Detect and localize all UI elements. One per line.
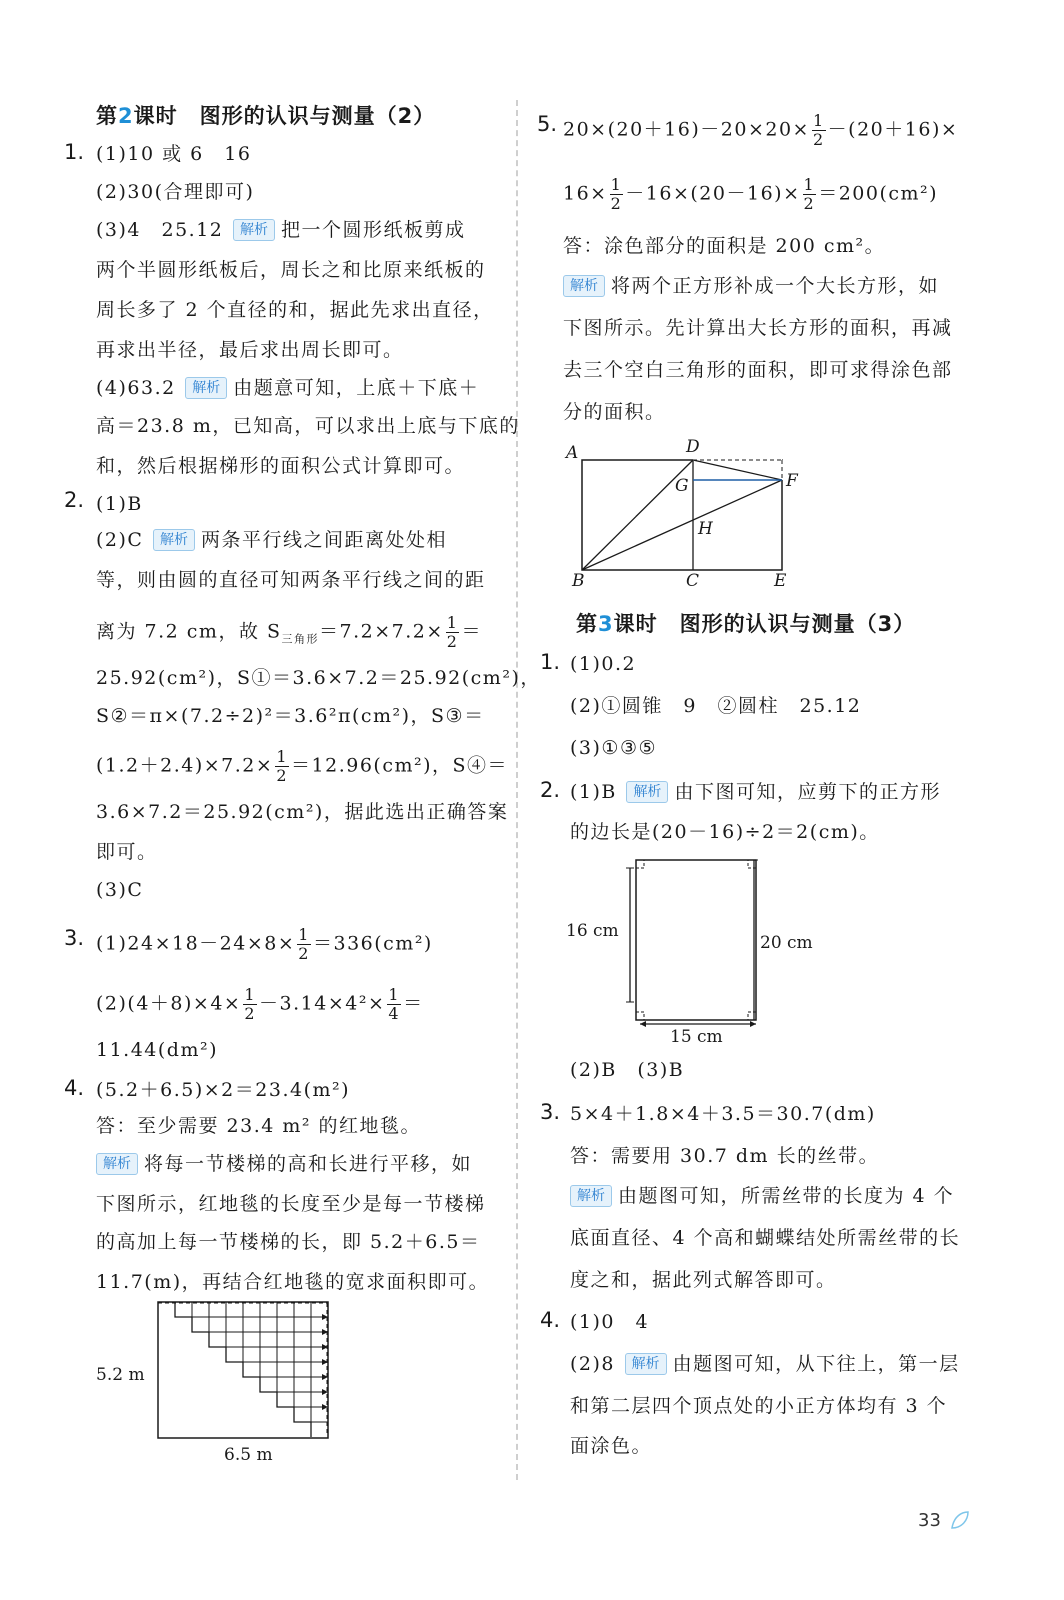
question-number: 3. xyxy=(64,926,85,950)
answer-line: 即可。 xyxy=(96,841,158,863)
analysis-tag: 解析 xyxy=(570,1185,612,1207)
lesson-3-title: 第3课时 图形的认识与测量（3） xyxy=(576,612,916,636)
question-number: 1. xyxy=(540,650,561,674)
answer-line: (2)30(合理即可) xyxy=(96,181,255,203)
answer-line: 解析 由题图可知，所需丝带的长度为 4 个 xyxy=(570,1182,954,1210)
question-number: 4. xyxy=(64,1076,85,1100)
question-number: 3. xyxy=(540,1100,561,1124)
question-number: 2. xyxy=(540,778,561,802)
column-divider xyxy=(516,100,518,1480)
answer-line: 的边长是(20－16)÷2＝2(cm)。 xyxy=(570,821,880,843)
answer-line: 等，则由圆的直径可知两条平行线之间的距 xyxy=(96,569,486,591)
answer-line: 和第二层四个顶点处的小正方体均有 3 个 xyxy=(570,1395,948,1417)
answer-line: 25.92(cm²)，S①＝3.6×7.2＝25.92(cm²)， xyxy=(96,667,541,689)
answer-line: 高＝23.8 m，已知高，可以求出上底与下底的 xyxy=(96,415,520,437)
fraction-half: $\frac{1}{2}$ xyxy=(812,111,825,149)
question-number: 5. xyxy=(537,112,558,136)
question-number: 2. xyxy=(64,488,85,512)
answer-line: (1)B 解析 由下图可知，应剪下的正方形 xyxy=(570,781,941,803)
answer-line: (2)(4＋8)×4× $\frac{1}{2}$ －3.14×4²× $\frac{1}{4}$ ＝ xyxy=(96,985,424,1023)
rectangle-figure xyxy=(560,436,820,596)
fraction-half: $\frac{1}{2}$ xyxy=(244,985,257,1023)
point-g-label: G xyxy=(675,476,689,496)
answer-line: 去三个空白三角形的面积，即可求得涂色部 xyxy=(563,359,953,381)
answer-line: (2)B (3)B xyxy=(570,1059,685,1081)
answer-line: 16× $\frac{1}{2}$ －16×(20－16)× $\frac{1}{2}$ ＝200(cm²) xyxy=(563,175,939,213)
point-e-label: E xyxy=(774,571,787,591)
analysis-tag: 解析 xyxy=(233,219,275,241)
answer-line: (1)24×18－24×8× $\frac{1}{2}$ ＝336(cm²) xyxy=(96,925,433,963)
answer-line: 的高加上每一节楼梯的长，即 5.2＋6.5＝ xyxy=(96,1231,481,1253)
fig-20cm-label: 20 cm xyxy=(760,933,813,953)
point-c-label: C xyxy=(686,571,700,591)
point-b-label: B xyxy=(572,571,585,591)
point-f-label: F xyxy=(786,471,798,491)
answer-line: (2)8 解析 由题图可知，从下往上，第一层 xyxy=(570,1353,960,1375)
analysis-tag: 解析 xyxy=(96,1153,138,1175)
answer-line: (5.2＋6.5)×2＝23.4(m²) xyxy=(96,1079,351,1101)
answer-line: 度之和，据此列式解答即可。 xyxy=(570,1269,837,1291)
answer-line: (1)0.2 xyxy=(570,653,637,675)
answer-line: (2)①圆锥 9 ②圆柱 25.12 xyxy=(570,695,862,717)
leaf-icon xyxy=(948,1508,972,1532)
staircase-figure xyxy=(90,1300,350,1470)
answer-line: S②＝π×(7.2÷2)²＝3.6²π(cm²)，S③＝ xyxy=(96,705,485,727)
fig-16cm-label: 16 cm xyxy=(566,921,619,941)
answer-line: 解析 将每一节楼梯的高和长进行平移，如 xyxy=(96,1150,472,1178)
question-number: 1. xyxy=(64,140,85,164)
answer-line: (1)10 或 6 16 xyxy=(96,143,252,165)
fraction-half: $\frac{1}{2}$ xyxy=(610,175,623,213)
answer-line: (1.2＋2.4)×7.2× $\frac{1}{2}$ ＝12.96(cm²)，S④＝ xyxy=(96,747,509,785)
answer-line: 下图所示。先计算出大长方形的面积，再减 xyxy=(563,317,953,339)
answer-line: 面涂色。 xyxy=(570,1435,653,1457)
analysis-tag: 解析 xyxy=(185,377,227,399)
analysis-tag: 解析 xyxy=(153,529,195,551)
question-number: 4. xyxy=(540,1308,561,1332)
answer-line: 答：涂色部分的面积是 200 cm²。 xyxy=(563,235,886,257)
fig-15cm-label: 15 cm xyxy=(670,1027,723,1047)
analysis-tag: 解析 xyxy=(625,1353,667,1375)
answer-line: 5×4＋1.8×4＋3.5＝30.7(dm) xyxy=(570,1103,876,1125)
answer-line: 3.6×7.2＝25.92(cm²)，据此选出正确答案 xyxy=(96,801,509,823)
answer-line: 离为 7.2 cm，故 $S_{三角形}=7.2\times 7.2\times$ $\frac{1}{2}$ ＝ xyxy=(96,613,482,651)
answer-line: (3)4 25.12 解析 把一个圆形纸板剪成 xyxy=(96,219,466,241)
answer-line: 再求出半径，最后求出周长即可。 xyxy=(96,339,404,361)
paper-cut-figure xyxy=(560,852,813,1048)
answer-line: 20×(20＋16)－20×20× $\frac{1}{2}$ －(20＋16)× xyxy=(563,111,959,149)
fraction-half: $\frac{1}{2}$ xyxy=(803,175,816,213)
answer-line: (1)B xyxy=(96,493,143,515)
answer-line: 底面直径、4 个高和蝴蝶结处所需丝带的长 xyxy=(570,1227,961,1249)
answer-line: 周长多了 2 个直径的和，据此先求出直径， xyxy=(96,299,494,321)
fraction-half: $\frac{1}{2}$ xyxy=(298,925,310,963)
fraction-half: $\frac{1}{2}$ xyxy=(446,613,459,651)
fraction-quarter: $\frac{1}{4}$ xyxy=(388,985,401,1023)
fig-width-label: 6.5 m xyxy=(224,1445,273,1465)
analysis-tag: 解析 xyxy=(626,781,668,803)
page-number: 33 xyxy=(918,1510,941,1531)
answer-line: 答：至少需要 23.4 m² 的红地毯。 xyxy=(96,1115,422,1137)
fraction-half: $\frac{1}{2}$ xyxy=(276,747,289,785)
answer-line: 11.7(m)，再结合红地毯的宽求面积即可。 xyxy=(96,1271,490,1293)
lesson-2-title: 第2课时 图形的认识与测量（2） xyxy=(96,104,436,128)
fig-height-label: 5.2 m xyxy=(96,1365,145,1385)
answer-line: (1)0 4 xyxy=(570,1311,650,1333)
answer-line: 11.44(dm²) xyxy=(96,1039,219,1061)
answer-line: (2)C 解析 两条平行线之间距离处处相 xyxy=(96,529,448,551)
answer-line: (4)63.2 解析 由题意可知，上底＋下底＋ xyxy=(96,377,480,399)
answer-line: 两个半圆形纸板后，周长之和比原来纸板的 xyxy=(96,259,486,281)
answer-line: 答：需要用 30.7 dm 长的丝带。 xyxy=(570,1145,880,1167)
answer-line: 分的面积。 xyxy=(563,401,666,423)
answer-line: 解析 将两个正方形补成一个大长方形，如 xyxy=(563,272,939,300)
analysis-tag: 解析 xyxy=(563,275,605,297)
answer-line: 下图所示，红地毯的长度至少是每一节楼梯 xyxy=(96,1193,486,1215)
point-d-label: D xyxy=(686,437,700,457)
answer-line: (3)①③⑤ xyxy=(570,737,658,759)
answer-line: 和，然后根据梯形的面积公式计算即可。 xyxy=(96,455,466,477)
answer-line: (3)C xyxy=(96,879,144,901)
point-a-label: A xyxy=(566,443,579,463)
point-h-label: H xyxy=(698,519,713,539)
